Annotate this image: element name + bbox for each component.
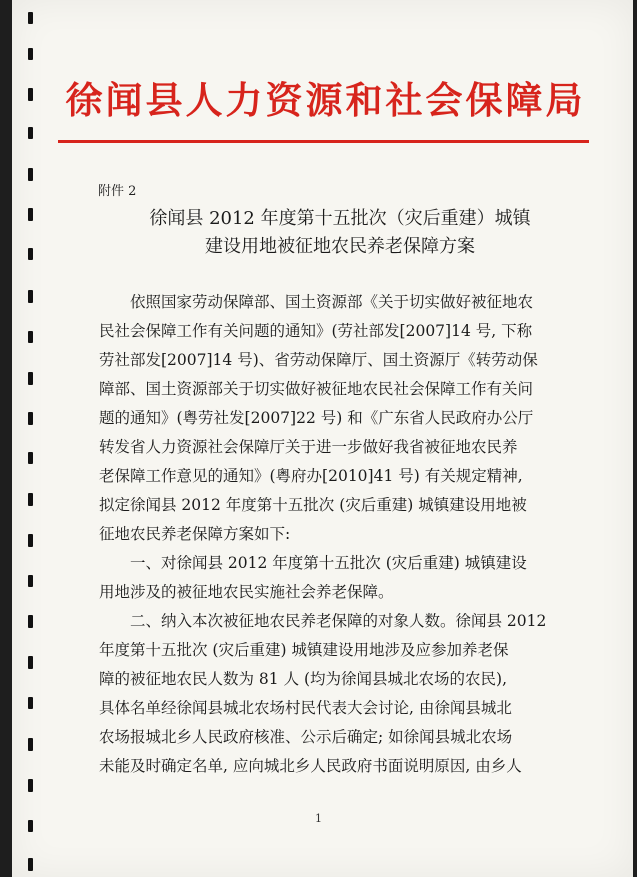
binding-mark <box>28 493 33 506</box>
page-number: 1 <box>315 812 322 825</box>
binding-mark <box>28 208 33 221</box>
binding-mark <box>28 779 33 792</box>
binding-mark <box>28 697 33 709</box>
binding-mark <box>28 615 33 628</box>
body-line: 障的被征地农民人数为 81 人 (均为徐闻县城北农场的农民), <box>99 670 508 688</box>
binding-mark <box>28 656 33 669</box>
body-line: 一、对徐闻县 2012 年度第十五批次 (灾后重建) 城镇建设 <box>130 554 527 572</box>
letterhead-title: 徐闻县人力资源和社会保障局 <box>65 78 586 122</box>
body-line: 劳社部发[2007]14 号)、省劳动保障厅、国土资源厅《转劳动保 <box>99 351 538 369</box>
body-line: 具体名单经徐闻县城北农场村民代表大会讨论, 由徐闻县城北 <box>99 699 512 717</box>
body-line: 依照国家劳动保障部、国土资源部《关于切实做好被征地农 <box>130 293 534 311</box>
attachment-label: 附件 2 <box>98 184 137 199</box>
binding-mark <box>28 248 33 260</box>
binding-mark <box>28 290 33 303</box>
binding-mark <box>28 412 33 425</box>
binding-mark <box>28 738 33 751</box>
body-line: 民社会保障工作有关问题的通知》(劳社部发[2007]14 号, 下称 <box>99 322 533 340</box>
body-line: 未能及时确定名单, 应向城北乡人民政府书面说明原因, 由乡人 <box>99 757 522 775</box>
document-title-line-2: 建设用地被征地农民养老保障方案 <box>205 236 475 257</box>
binding-mark <box>28 331 33 343</box>
binding-mark <box>28 127 33 139</box>
binding-mark <box>28 48 33 60</box>
body-line: 用地涉及的被征地农民实施社会养老保障。 <box>99 583 394 601</box>
letterhead-rule <box>58 140 589 143</box>
body-line: 老保障工作意见的通知》(粤府办[2010]41 号) 有关规定精神, <box>99 467 523 485</box>
binding-mark <box>28 575 33 587</box>
body-line: 二、纳入本次被征地农民养老保障的对象人数。徐闻县 2012 <box>130 612 547 630</box>
binding-mark <box>28 452 33 464</box>
binding-mark <box>28 168 33 181</box>
body-line: 拟定徐闻县 2012 年度第十五批次 (灾后重建) 城镇建设用地被 <box>99 496 527 514</box>
body-line: 年度第十五批次 (灾后重建) 城镇建设用地涉及应参加养老保 <box>99 641 509 659</box>
body-line: 征地农民养老保障方案如下: <box>99 525 291 543</box>
binding-mark <box>28 12 33 24</box>
body-line: 转发省人力资源社会保障厅关于进一步做好我省被征地农民养 <box>99 438 518 456</box>
body-text <box>99 288 569 781</box>
binding-mark <box>28 858 33 871</box>
document-title-line-1: 徐闻县 2012 年度第十五批次（灾后重建）城镇 <box>149 208 531 229</box>
binding-mark <box>28 534 33 547</box>
body-line: 题的通知》(粤劳社发[2007]22 号) 和《广东省人民政府办公厅 <box>99 409 534 427</box>
body-line: 农场报城北乡人民政府核准、公示后确定; 如徐闻县城北农场 <box>99 728 513 746</box>
body-line: 障部、国土资源部关于切实做好被征地农民社会保障工作有关问 <box>99 380 534 398</box>
binding-mark <box>28 372 33 385</box>
